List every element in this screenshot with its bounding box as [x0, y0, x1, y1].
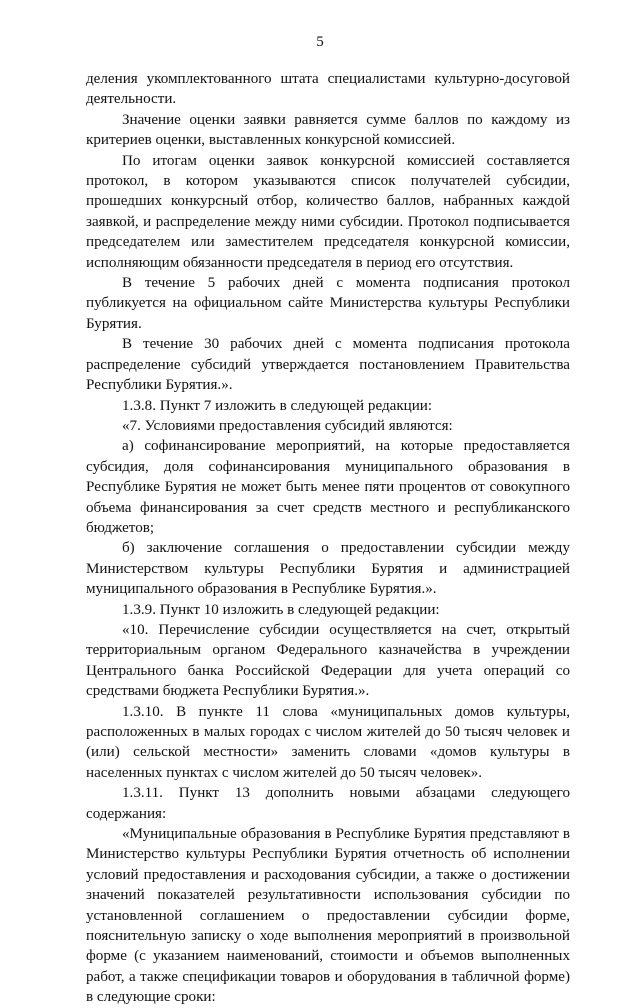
- paragraph-protocol-publication: В течение 5 рабочих дней с момента подписания протокол публикуется на официальном сайте Министерства культуры Республики Бурятия.: [86, 275, 570, 332]
- paragraph-item-10: «10. Перечисление субсидии осуществляется на счет, открытый территориальным органом Федерального казначейства в учреждении Центрального банка Российской Федерации для учета операций со средствами бюджета Республики Бурятия.».: [86, 621, 570, 700]
- paragraph-continuation: деления укомплектованного штата специалистами культурно-досуговой деятельности.: [86, 71, 570, 108]
- paragraph-clause-1-3-8: 1.3.8. Пункт 7 изложить в следующей редакции:: [122, 397, 433, 414]
- document-body: [86, 69, 570, 1008]
- paragraph-clause-1-3-11: 1.3.11. Пункт 13 дополнить новыми абзацами следующего содержания:: [86, 785, 570, 822]
- paragraph-item-7-a: а) софинансирование мероприятий, на которые предоставляется субсидия, доля софинансирования муниципального образования в Республике Бурятия не может быть менее пяти процентов от совокупного объема финансирования за счет средств местного и республиканского бюджетов;: [86, 438, 570, 536]
- paragraph-distribution-approval: В течение 30 рабочих дней с момента подписания протокола распределение субсидий утверждается постановлением Правительства Республики Бурятия.».: [86, 336, 570, 394]
- paragraph-clause-1-3-10: 1.3.10. В пункте 11 слова «муниципальных домов культуры, расположенных в малых городах с числом жителей до 50 тысяч человек и (или) сельской местности» заменить словами «домов культуры в населенных пунктах с числом жителей до 50 тысяч человек».: [86, 703, 570, 781]
- paragraph-item-7-b: б) заключение соглашения о предоставлении субсидии между Министерством культуры Республики Бурятия и администрацией муниципального образования в Республике Бурятия.».: [86, 540, 570, 598]
- paragraph-clause-1-3-9: 1.3.9. Пункт 10 изложить в следующей редакции:: [122, 601, 440, 618]
- paragraph-item-7-intro: «7. Условиями предоставления субсидий являются:: [122, 417, 453, 434]
- paragraph-reporting: «Муниципальные образования в Республике Бурятия представляют в Министерство культуры Республики Бурятия отчетность об исполнении условий предоставления и расходования субсидии, а также о достижении значений показателей результативности использования субсидии по установленной соглашением о предоставлении субсидии форме, пояснительную записку о ходе выполнения мероприятий в произвольной форме (с указанием наименований, стоимости и объемов выполненных работ, а также спецификации товаров и оборудования в табличной форме) в следующие сроки:: [86, 826, 570, 1006]
- paragraph-protocol: По итогам оценки заявок конкурсной комиссией составляется протокол, в котором указываются список получателей субсидии, прошедших конкурсный отбор, количество баллов, набранных каждой заявкой, и распределение между ними субсидии. Протокол подписывается председателем или заместителем председателя конкурсной комиссии, исполняющим обязанности председателя в период его отсутствия.: [86, 152, 570, 271]
- paragraph-score-value: Значение оценки заявки равняется сумме баллов по каждому из критериев оценки, выставленных конкурсной комиссией.: [86, 111, 570, 149]
- page-number: 5: [316, 34, 324, 50]
